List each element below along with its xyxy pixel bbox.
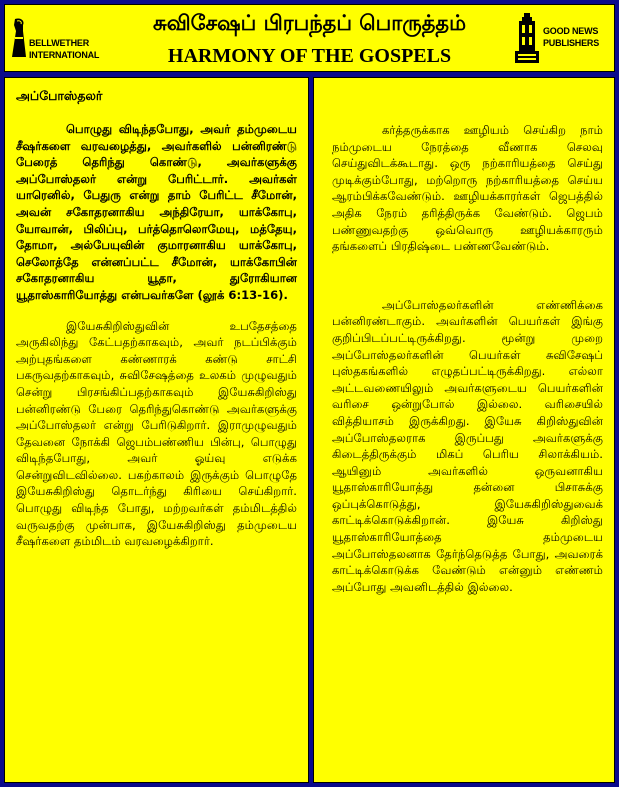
left-paragraph-1-text: பொழுது விடிந்தபோது, அவர் தம்முடைய சீஷர்களை வரவழைத்து, அவர்களில் பன்னிரண்டு பேரைத் தெரிந்து கொண்டு, அவர்களுக்கு அப்போஸ்தலர் என்று பேரிட்டார். அவர்கள் யாரெனில், பேதுரு என்று தாம் பேரிட்ட சீமோன், அவன் சகோதரனாகிய அந்திரேயா, யாக்கோபு, யோவான், பிலிப்பு, பர்த்தொலொமேயு, மத்தேயு, தோமா, அல்பேயுவின் குமாரனாகிய யாக்கோபு, செலோத்தே என்னப்பட்ட சீமோன், யாக்கோபின் சகோதரனாகிய யூதா, துரோகியான யூதாஸ்காரியோத்து என்பவர்களே (லூக் 6:13-16). bbox=[16, 122, 297, 302]
page-header bbox=[4, 4, 615, 72]
bellwether-logo bbox=[11, 11, 106, 67]
right-paragraph-1 bbox=[332, 122, 603, 255]
left-paragraph-2-text: இயேசுகிறிஸ்துவின் உபதேசத்தை அருகிலிந்து கேட்பதற்காகவும், அவர் நடப்பிக்கும் அற்புதங்களை கண்ணாரக் கண்டு சாட்சி பகருவதற்காகவும், சுவிசேஷத்தை உலகம் முழுவதும் சென்று பிரசங்கிப்பதற்காகவும் இயேசுகிறிஸ்து பன்னிரண்டு பேரை தெரிந்துகொண்டு அவர்களுக்கு அப்போஸ்தலர் என்று பேரிடுகிறார். இராமுழுவதும் தேவனை நோக்கி ஜெபம்பண்ணிய பின்பு, பொழுது விடிந்தபோது, அவர் ஓய்வு எடுக்க சென்றுவிடவில்லை. பகற்காலம் இருக்கும் பொழுதே இயேசுகிறிஸ்து தொடர்ந்து கிரியை செய்கிறார். பொழுது விடிந்த போது, மற்றவர்கள் தம்மிடத்தில் வருவதற்கு முன்பாக, இயேசுகிறிஸ்து தம்முடைய சீஷர்களை தம்மிடம் வரவழைக்கிறார். bbox=[16, 318, 297, 549]
page-title-tamil: சுவிசேஷப் பிரபந்தப் பொருத்தம் bbox=[153, 11, 466, 35]
page-title-english: HARMONY OF THE GOSPELS bbox=[167, 45, 452, 67]
bellwether-logo-line2: INTERNATIONAL bbox=[29, 50, 100, 60]
good-news-publishers-icon bbox=[513, 13, 541, 65]
right-paragraph-1-text: கர்த்தருக்காக ஊழியம் செய்கிற நாம் நம்முடைய நேரத்தை வீணாக செலவு செய்துவிடக்கூடாது. ஒரு நற்காரியத்தை செய்து முடிக்கும்போது, மற்றொரு நற்காரியத்தை செய்ய ஆரம்பிக்கவேண்டும். ஊழியக்காரர்கள் ஜெபத்தில் அதிக நேரம் தரித்திருக்க வேண்டும். ஜெபம் பண்ணுவதற்கு ஒவ்வொரு ஊழியக்காரரும் தங்களைப் பிரதிஷ்டை பண்ணவேண்டும். bbox=[332, 123, 603, 254]
good-news-logo-line1: GOOD NEWS bbox=[543, 26, 599, 36]
bellwether-ram-icon bbox=[11, 17, 27, 59]
left-paragraph-1 bbox=[16, 121, 297, 304]
right-paragraph-2 bbox=[332, 297, 603, 596]
good-news-publishers-logo bbox=[513, 11, 608, 67]
right-column bbox=[313, 77, 615, 783]
right-paragraph-2-text: அப்போஸ்தலர்களின் எண்ணிக்கை பன்னிரண்டாகும். அவர்களின் பெயர்கள் இங்கு குறிப்பிடப்பட்டிருக்கிறது. மூன்று முறை அப்போஸ்தலர்களின் பெயர்கள் சுவிசேஷப் புஸ்தகங்களில் எழுதப்பட்டிருக்கிறது. எல்லா அட்டவணையிலும் அவர்களுடைய பெயர்களின் வரிசை ஒன்றுபோல் இல்லை. வரிசையில் வித்தியாசம் இருக்கிறது. இயேசு கிறிஸ்துவின் அப்போஸ்தலராக இருப்பது அவர்களுக்கு கிடைத்திருக்கும் மிகப் பெரிய சிலாக்கியம். ஆயினும் அவர்களில் ஒருவனாகிய யூதாஸ்காரியோத்து தன்னை பிசாசுக்கு ஒப்புக்கொடுத்து, இயேசுகிறிஸ்துவைக் காட்டிக்கொடுக்கிறான். இயேசு கிறிஸ்து யூதாஸ்காரியோத்தை தம்முடைய அப்போஸ்தலனாக தேர்ந்தெடுத்த போது, அவரைக் காட்டிக்கொடுக்க வேண்டும் என்னும் எண்ணம் அப்போது அவனிடத்தில் இல்லை. bbox=[332, 297, 603, 594]
left-column bbox=[4, 77, 309, 783]
bellwether-logo-line1: BELLWETHER bbox=[29, 38, 89, 48]
section-heading: அப்போஸ்தலர் bbox=[16, 88, 103, 103]
good-news-logo-line2: PUBLISHERS bbox=[543, 38, 600, 48]
left-paragraph-2 bbox=[16, 318, 297, 550]
